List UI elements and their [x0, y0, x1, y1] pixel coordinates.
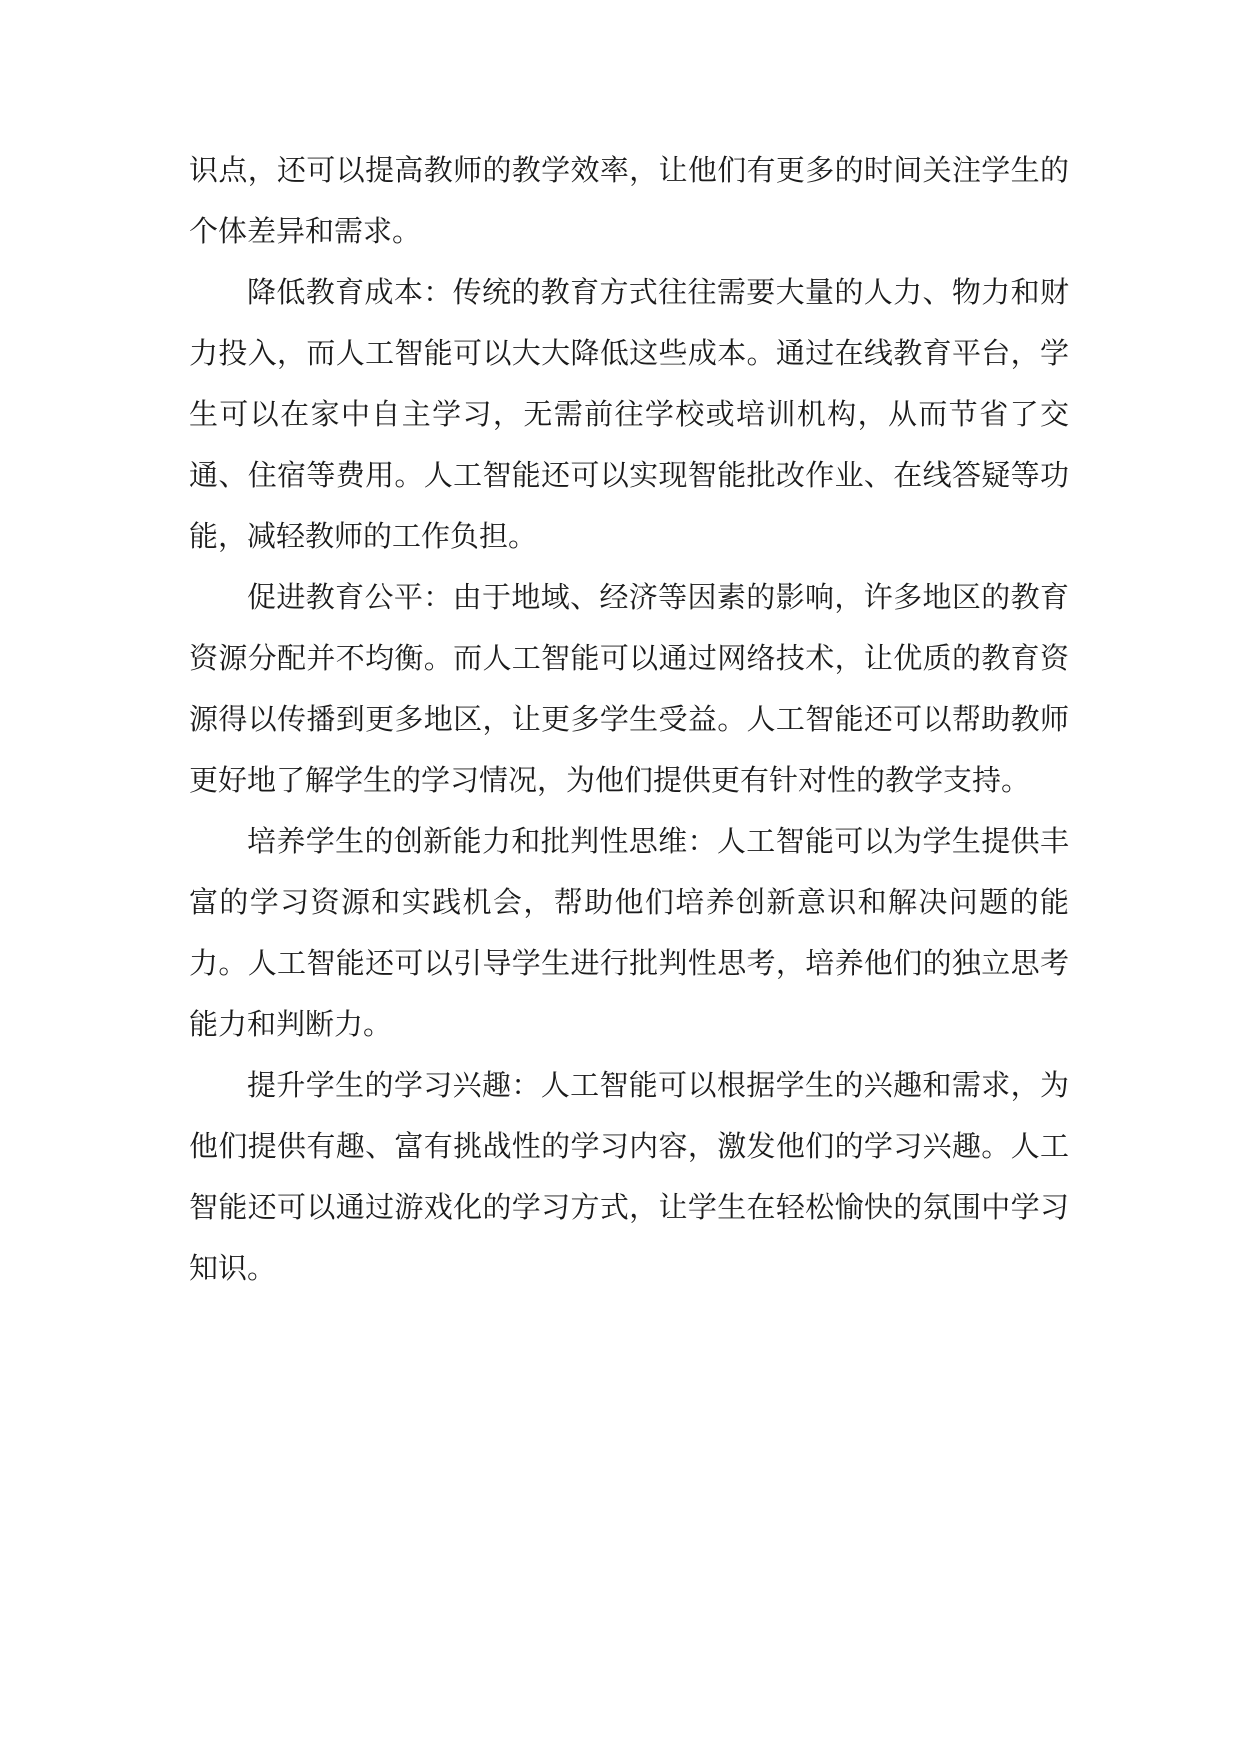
paragraph-innovation-critical-thinking: 培养学生的创新能力和批判性思维：人工智能可以为学生提供丰富的学习资源和实践机会，帮助他们培养创新意识和解决问题的能力。人工智能还可以引导学生进行批判性思考，培养他们的独立思考能力和判断力。: [189, 824, 1069, 1041]
paragraph-learning-interest: 提升学生的学习兴趣：人工智能可以根据学生的兴趣和需求，为他们提供有趣、富有挑战性的学习内容，激发他们的学习兴趣。人工智能还可以通过游戏化的学习方式，让学生在轻松愉快的氛围中学习知识。: [189, 1068, 1069, 1285]
paragraph-reduce-cost: 降低教育成本：传统的教育方式往往需要大量的人力、物力和财力投入，而人工智能可以大大降低这些成本。通过在线教育平台，学生可以在家中自主学习，无需前往学校或培训机构，从而节省了交通、住宿等费用。人工智能还可以实现智能批改作业、在线答疑等功能，减轻教师的工作负担。: [189, 275, 1069, 553]
body-text: [189, 140, 1069, 1299]
paragraph-continuation: 识点，还可以提高教师的教学效率，让他们有更多的时间关注学生的个体差异和需求。: [189, 153, 1069, 248]
paragraph-education-equity: 促进教育公平：由于地域、经济等因素的影响，许多地区的教育资源分配并不均衡。而人工智能可以通过网络技术，让优质的教育资源得以传播到更多地区，让更多学生受益。人工智能还可以帮助教师更好地了解学生的学习情况，为他们提供更有针对性的教学支持。: [189, 580, 1069, 797]
